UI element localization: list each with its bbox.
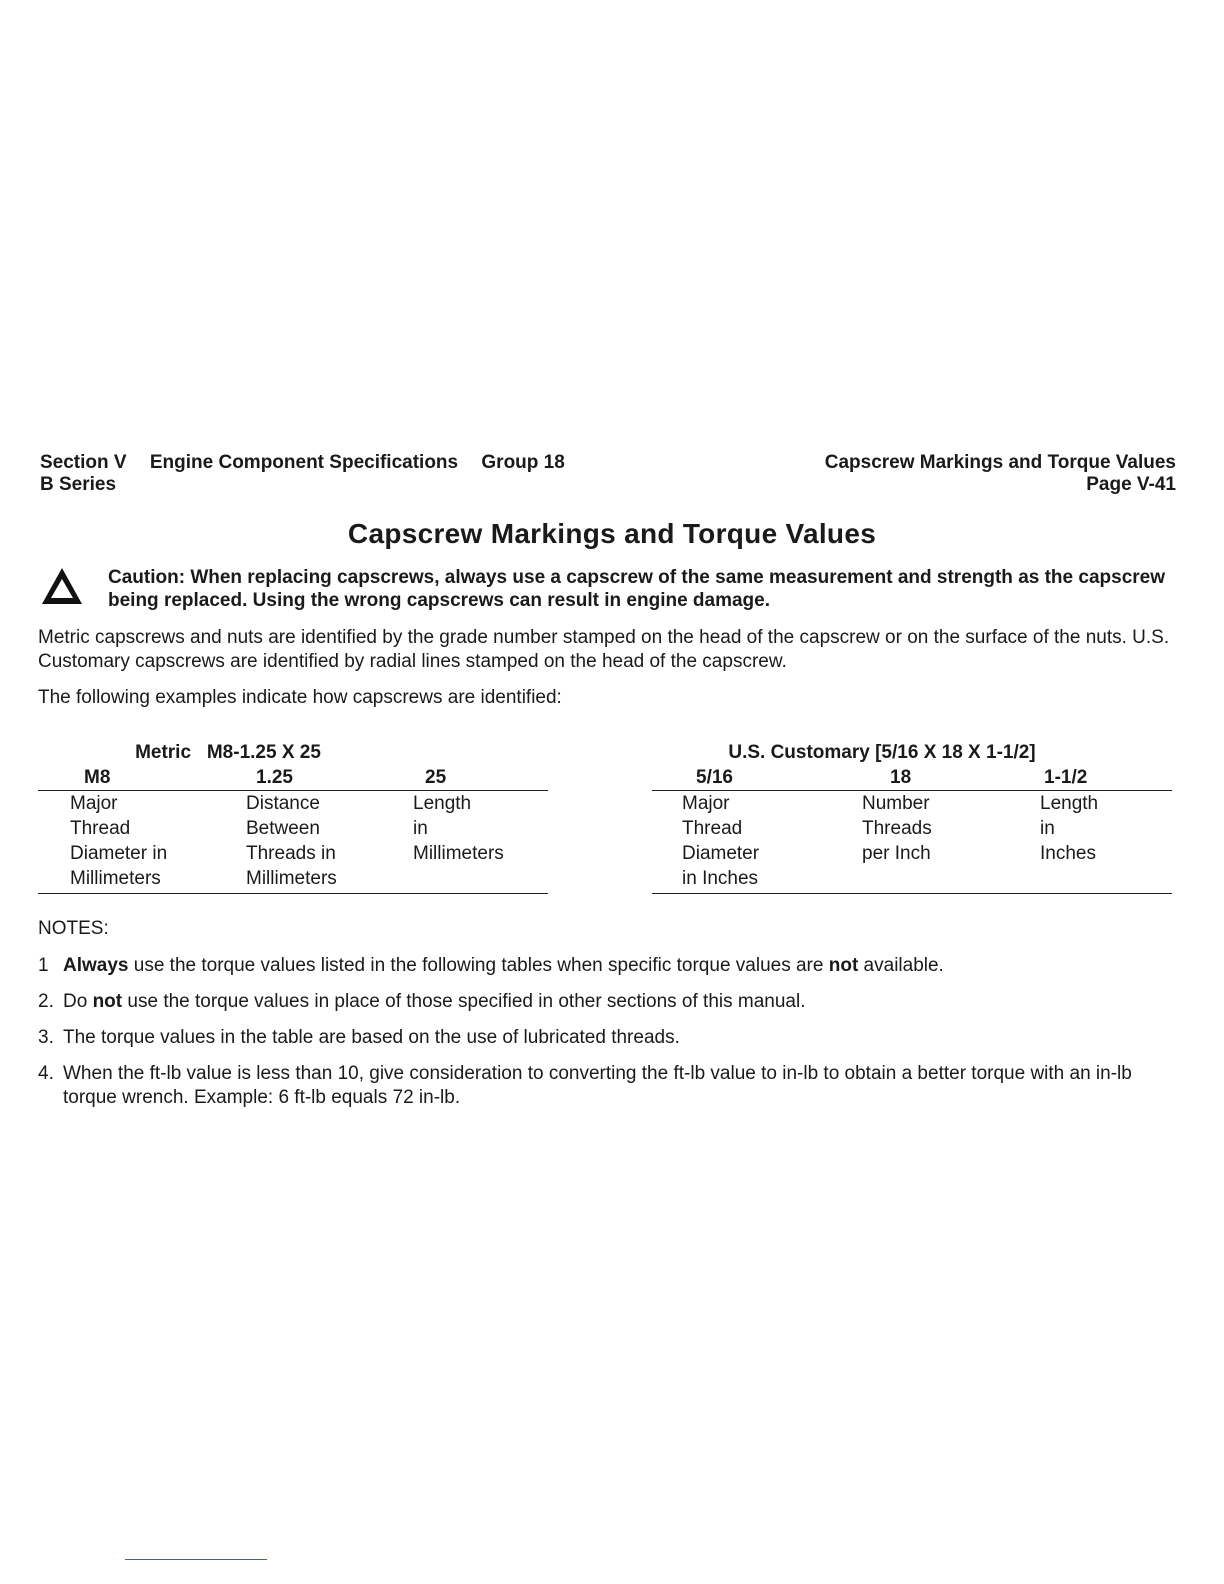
us-desc-cell: Inches [1040, 843, 1096, 864]
us-desc-cell: in [1040, 818, 1055, 839]
us-part-diameter: 5/16 [652, 765, 862, 791]
us-example-caption: U.S. Customary [5/16 X 18 X 1-1/2] [728, 742, 1036, 763]
note-emphasis: not [92, 991, 123, 1012]
metric-desc-cell: Distance [246, 793, 320, 814]
page-title: Capscrew Markings and Torque Values [347, 518, 877, 549]
us-desc-cell: in Inches [652, 866, 862, 894]
note-item [38, 1062, 1178, 1110]
note-text: use the torque values listed in the following tables when specific torque values are [128, 955, 829, 976]
header-topic: Capscrew Markings and Torque Values [824, 452, 1176, 473]
us-desc-cell [862, 866, 1040, 894]
metric-part-length: 25 [413, 765, 548, 791]
note-text: The torque values in the table are based on the use of lubricated threads. [63, 1027, 680, 1048]
note-item [38, 990, 1178, 1014]
metric-example-caption: Metric M8-1.25 X 25 [135, 742, 321, 763]
metric-desc-cell: Millimeters [246, 866, 413, 894]
metric-desc-cell: Millimeters [413, 843, 504, 864]
us-desc-cell: Major [682, 793, 730, 814]
us-desc-cell: Thread [682, 818, 743, 839]
note-number: 1 [38, 955, 49, 976]
us-desc-cell: per Inch [862, 843, 931, 864]
note-text: When the ft-lb value is less than 10, give consideration to converting the ft-lb value to in-lb to obtain a better torque with an in-lb torque wrench. Example: 6 ft-lb equals 72 in-lb. [63, 1063, 1132, 1108]
note-item [38, 954, 1178, 978]
us-desc-cell: Threads [862, 818, 932, 839]
note-text: use the torque values in place of those specified in other sections of this manual. [122, 991, 806, 1012]
section-label: Section V [40, 452, 127, 473]
notes-heading: NOTES: [38, 918, 109, 939]
note-number: 3. [38, 1027, 54, 1048]
page-number: Page V-41 [1086, 474, 1176, 495]
us-desc-cell: Number [862, 793, 930, 814]
caution-text: Caution: When replacing capscrews, always use a capscrew of the same measurement and strength as the capscrew being replaced. Using the wrong capscrews can result in engine damage. [108, 567, 1165, 611]
footer-rule [125, 1559, 267, 1560]
caution-block [40, 566, 1180, 612]
metric-desc-cell: Threads in [246, 843, 336, 864]
us-desc-cell: Length [1040, 793, 1099, 814]
metric-desc-cell: Major [70, 793, 118, 814]
metric-example-table [38, 740, 548, 894]
metric-desc-cell: Thread [70, 818, 131, 839]
metric-desc-cell: Length [413, 793, 472, 814]
us-part-length: 1-1/2 [1040, 765, 1172, 791]
metric-desc-cell: Between [246, 818, 320, 839]
page-header-right [825, 452, 1176, 496]
page-header-left [40, 452, 583, 496]
metric-desc-cell: in [413, 818, 428, 839]
note-emphasis: not [828, 955, 859, 976]
series-label: B Series [40, 474, 117, 495]
metric-desc-cell: Millimeters [38, 866, 246, 894]
note-item [38, 1026, 1178, 1050]
metric-part-diameter: M8 [38, 765, 246, 791]
notes-list [38, 954, 1178, 1122]
us-example-table [652, 740, 1172, 894]
metric-desc-cell: Diameter in [70, 843, 168, 864]
group-label: Group 18 [481, 452, 565, 473]
metric-desc-cell [413, 866, 548, 894]
examples-intro: The following examples indicate how capscrews are identified: [38, 687, 562, 708]
us-desc-cell [1040, 866, 1172, 894]
section-title: Engine Component Specifications [149, 452, 459, 473]
metric-part-pitch: 1.25 [246, 765, 413, 791]
note-number: 2. [38, 991, 54, 1012]
note-emphasis: Always [63, 955, 129, 976]
note-text: available. [858, 955, 944, 976]
note-text: Do [63, 991, 93, 1012]
warning-triangle-icon [40, 566, 84, 606]
note-number: 4. [38, 1063, 54, 1084]
us-part-threads: 18 [862, 765, 1040, 791]
identification-paragraph: Metric capscrews and nuts are identified by the grade number stamped on the head of the capscrew or on the surface of the nuts. U.S. Customary capscrews are identified by radial lines stamped on the head of the capscrew. [38, 627, 1170, 672]
us-desc-cell: Diameter [682, 843, 760, 864]
